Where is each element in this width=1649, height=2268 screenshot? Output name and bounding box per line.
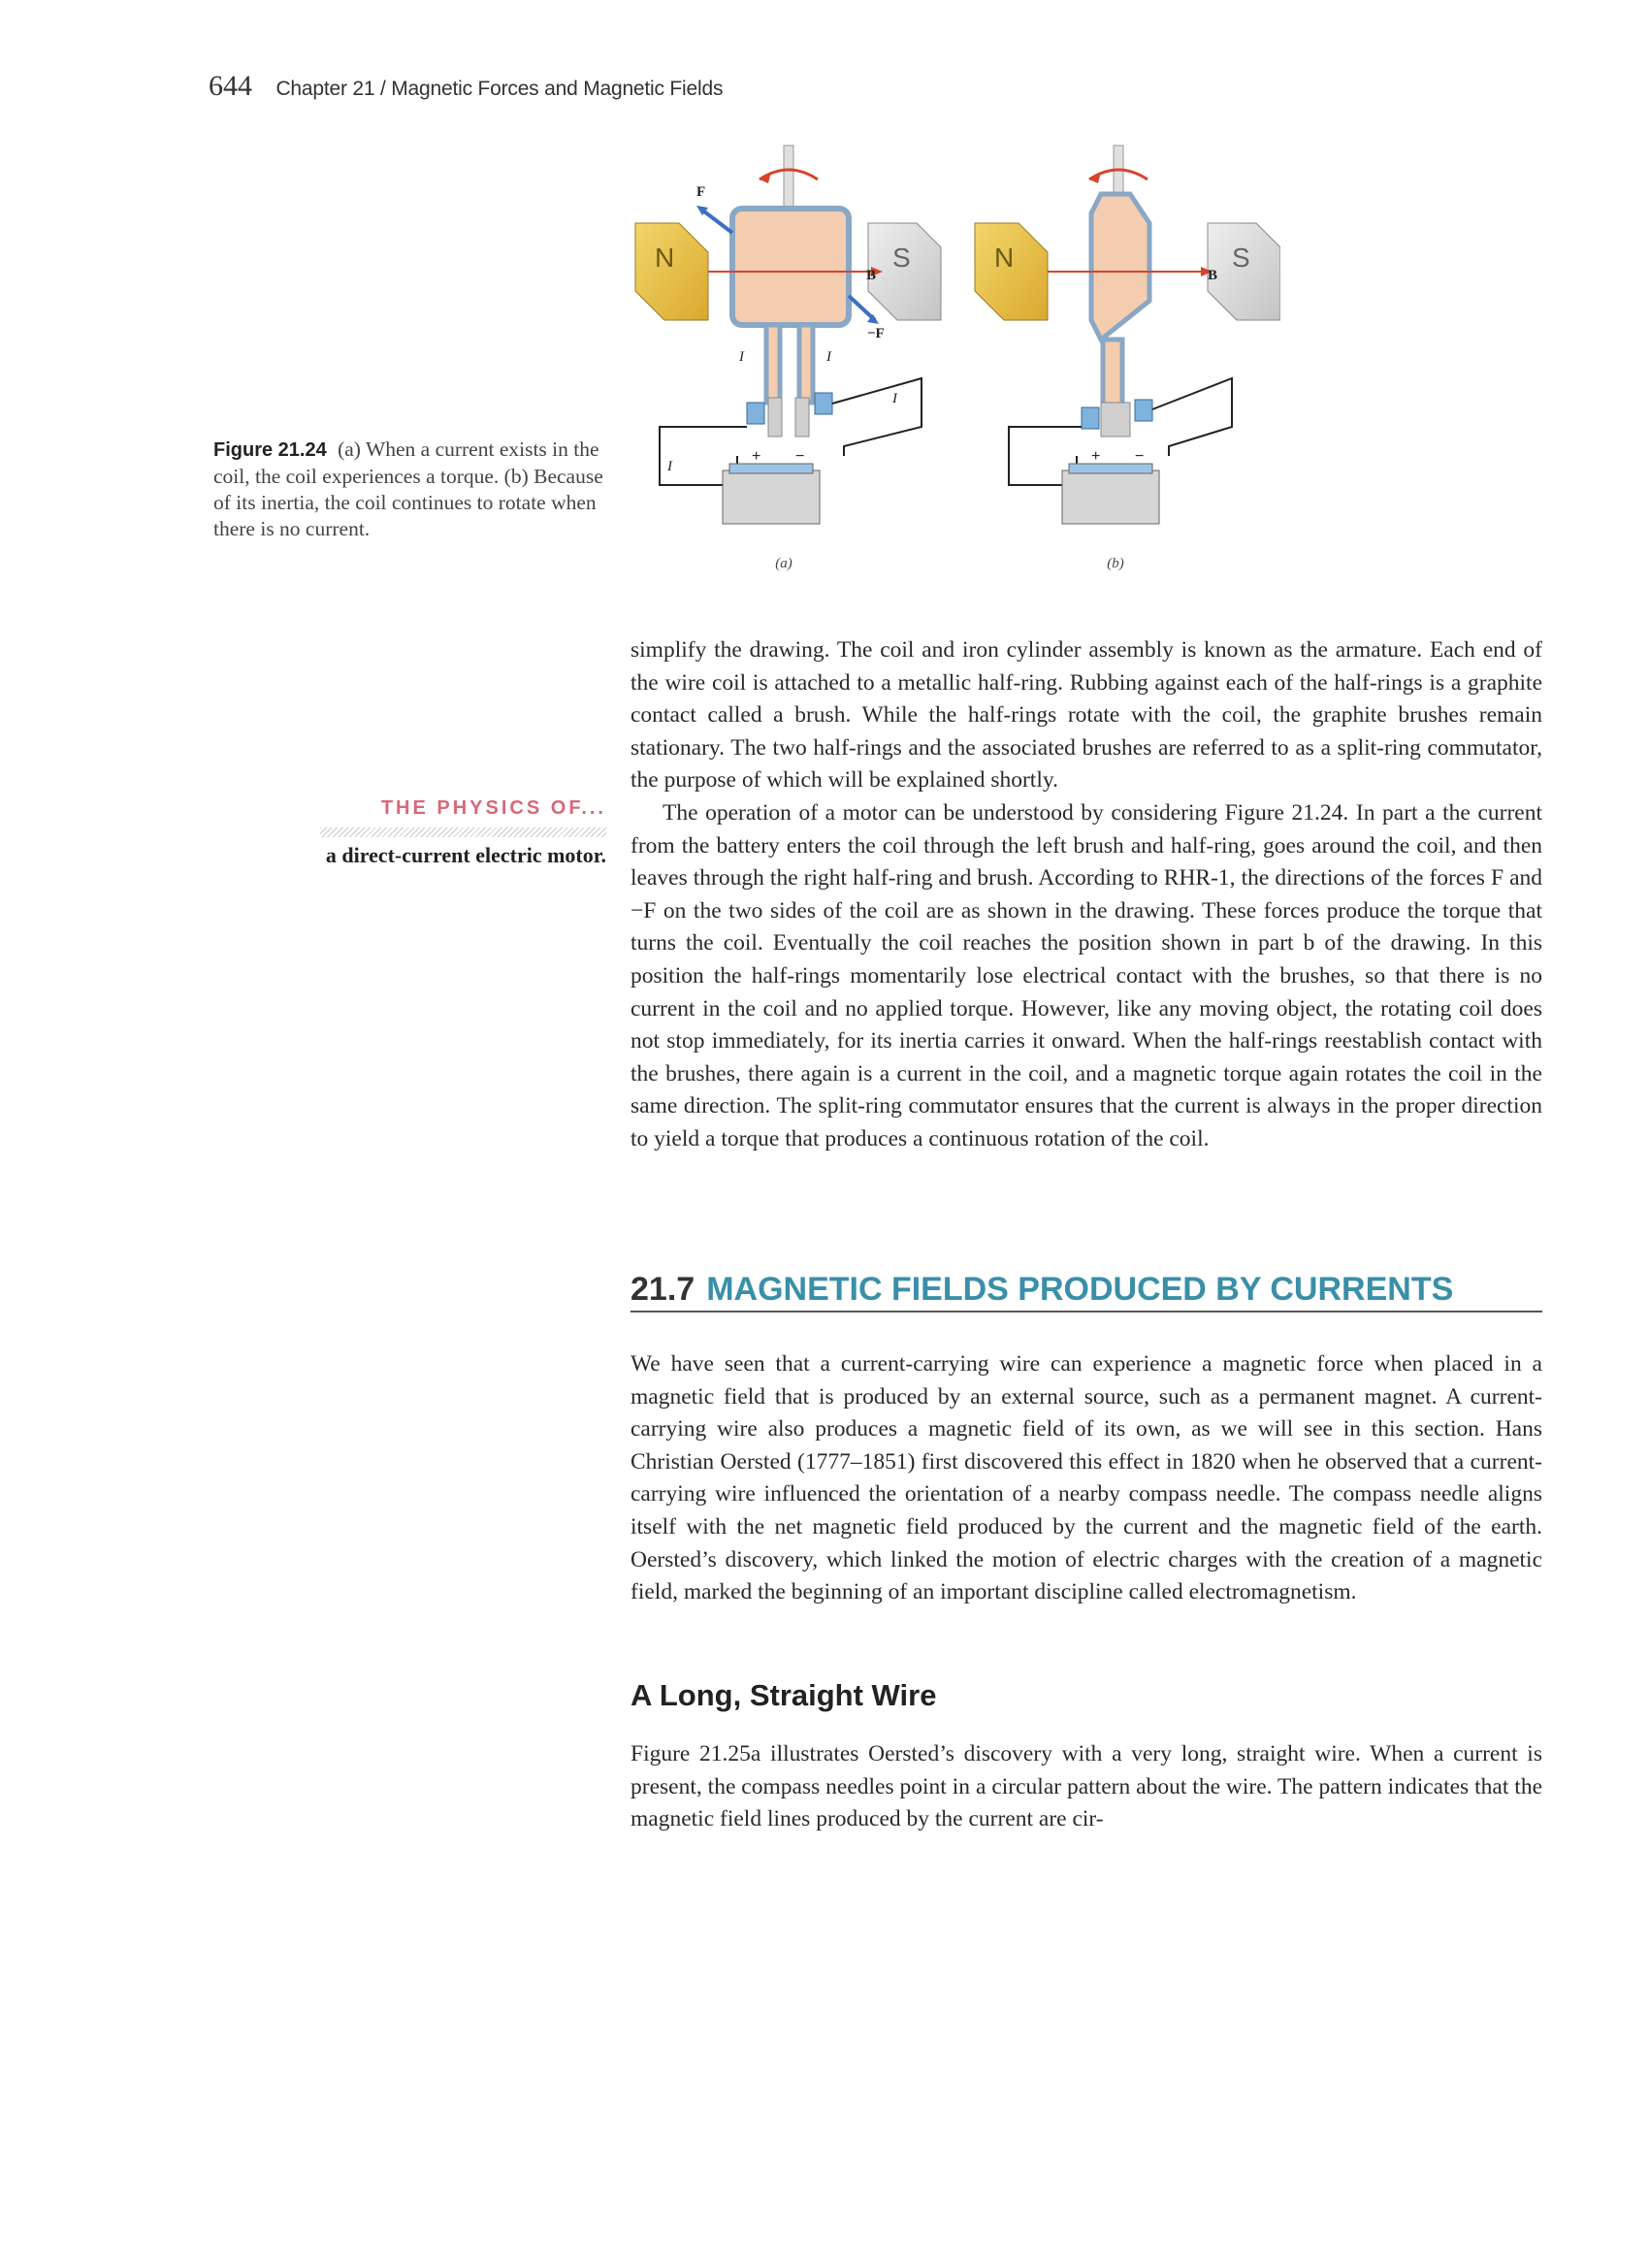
physics-of-heading: THE PHYSICS OF... [380,797,606,819]
brush-right [1135,400,1152,421]
coil-lead-left [766,325,780,403]
section-number: 21.7 [630,1271,695,1308]
current-label-2: I [826,349,831,365]
battery [1062,470,1159,524]
panel-a [635,146,941,571]
brush-left [747,403,764,424]
field-label: B [866,268,877,283]
figure-caption [213,437,611,542]
south-label: S [892,243,911,273]
battery-minus: − [1135,448,1145,465]
chapter-title: Chapter 21 / Magnetic Forces and Magnetic Fields [275,78,724,100]
north-label: N [655,243,675,273]
brush-right [815,393,832,414]
panel-a-label: (a) [775,556,792,571]
coil-lead-right [799,325,813,403]
circuit-wire-right [1152,378,1232,456]
section-title: MAGNETIC FIELDS PRODUCED BY CURRENTS [706,1271,1454,1308]
section-heading [630,1271,1542,1312]
paragraph: We have seen that a current-carrying wire can experience a magnetic force when placed in a magnetic field that is produced by an external source, such as a permanent magnet. A current-carrying wire also produces a magnetic field of its own, as we will see in this section. Hans Christian Oersted (1777–1851) first discovered this effect in 1820 when he observed that a current-carrying wire influenced the orientation of a nearby compass needle. The compass needle aligns itself with the net magnetic field produced by the current and the magnetic field of the earth. Oersted’s discovery, which linked the motion of electric charges with the creation of a magnetic field, marked the beginning of an important discipline called electromagnetism. [630,1351,1542,1605]
subsection-body [630,1738,1542,1836]
paragraph: The operation of a motor can be understood by considering Figure 21.24. In part a the current from the battery enters the coil through the left brush and half-ring, goes around the coil, and then leaves through the right half-ring and brush. According to RHR-1, the directions of the forces F and −F on the two sides of the coil are as shown in the drawing. These forces produce the torque that turns the coil. Eventually the coil reaches the position shown in part b of the drawing. In this position the half-rings momentarily lose electrical contact with the brushes, so that there is no current in the coil and no applied torque. However, like any moving object, the rotating coil does not stop immediately, for its inertia carries it onward. When the half-rings reestablish contact with the brushes, there again is a current in the coil, and a magnetic torque again rotates the coil in the same direction. The split-ring commutator ensures that the current is always in the proper direction to yield a torque that produces a continuous rotation of the coil. [630,799,1542,1151]
paragraph: Figure 21.25a illustrates Oersted’s discovery with a very long, straight wire. When a current is present, the compass needles point in a circular pattern about the wire. The pattern indicates that the magnetic field lines produced by the current are cir- [630,1741,1542,1832]
south-label: S [1232,243,1250,273]
force-label-f: F [696,184,706,200]
panel-b [975,146,1280,571]
physics-of-topic: a direct-current electric motor. [325,843,606,867]
force-arrow-neg-f [849,296,875,320]
running-header [209,70,723,103]
half-ring-left [768,398,782,437]
battery-minus: − [795,448,805,465]
physics-of-divider [320,827,606,837]
battery-top [729,464,813,473]
subsection-heading: A Long, Straight Wire [630,1678,937,1712]
figure-caption-text: (a) When a current exists in the coil, the coil experiences a torque. (b) Because of its inertia, the coil continues to rotate when there is no current. [213,437,603,540]
current-label-4: I [667,459,672,474]
figure-label: Figure 21.24 [213,439,327,461]
half-ring-right [795,398,809,437]
page-number: 644 [209,70,252,102]
coil-lead [1103,340,1122,412]
circuit-wire-right [832,378,922,456]
field-label: B [1208,268,1218,283]
panel-b-label: (b) [1107,556,1124,571]
coil [732,209,849,325]
motor-diagram [621,136,1280,582]
paragraph: simplify the drawing. The coil and iron cylinder assembly is known as the armature. Each end of the wire coil is attached to a metallic half-ring. Rubbing against each of the half-rings is a graphite contact called a brush. While the half-rings rotate with the coil, the graphite brushes remain stationary. The two half-rings and the associated brushes are referred to as a split-ring commutator, the purpose of which will be explained shortly. [630,637,1542,794]
force-arrow-f [700,209,732,233]
current-label-1: I [739,349,744,365]
body-text [630,634,1542,1156]
battery-plus: + [1091,448,1101,465]
split-ring [1101,403,1130,437]
current-label-3: I [892,391,897,406]
motor-figure [621,136,1280,582]
battery [723,470,820,524]
battery-plus: + [752,448,761,465]
force-label-neg-f: −F [867,326,885,341]
north-label: N [994,243,1015,273]
coil [1091,194,1149,340]
battery-top [1069,464,1152,473]
brush-left [1082,407,1099,429]
section-body [630,1348,1542,1609]
